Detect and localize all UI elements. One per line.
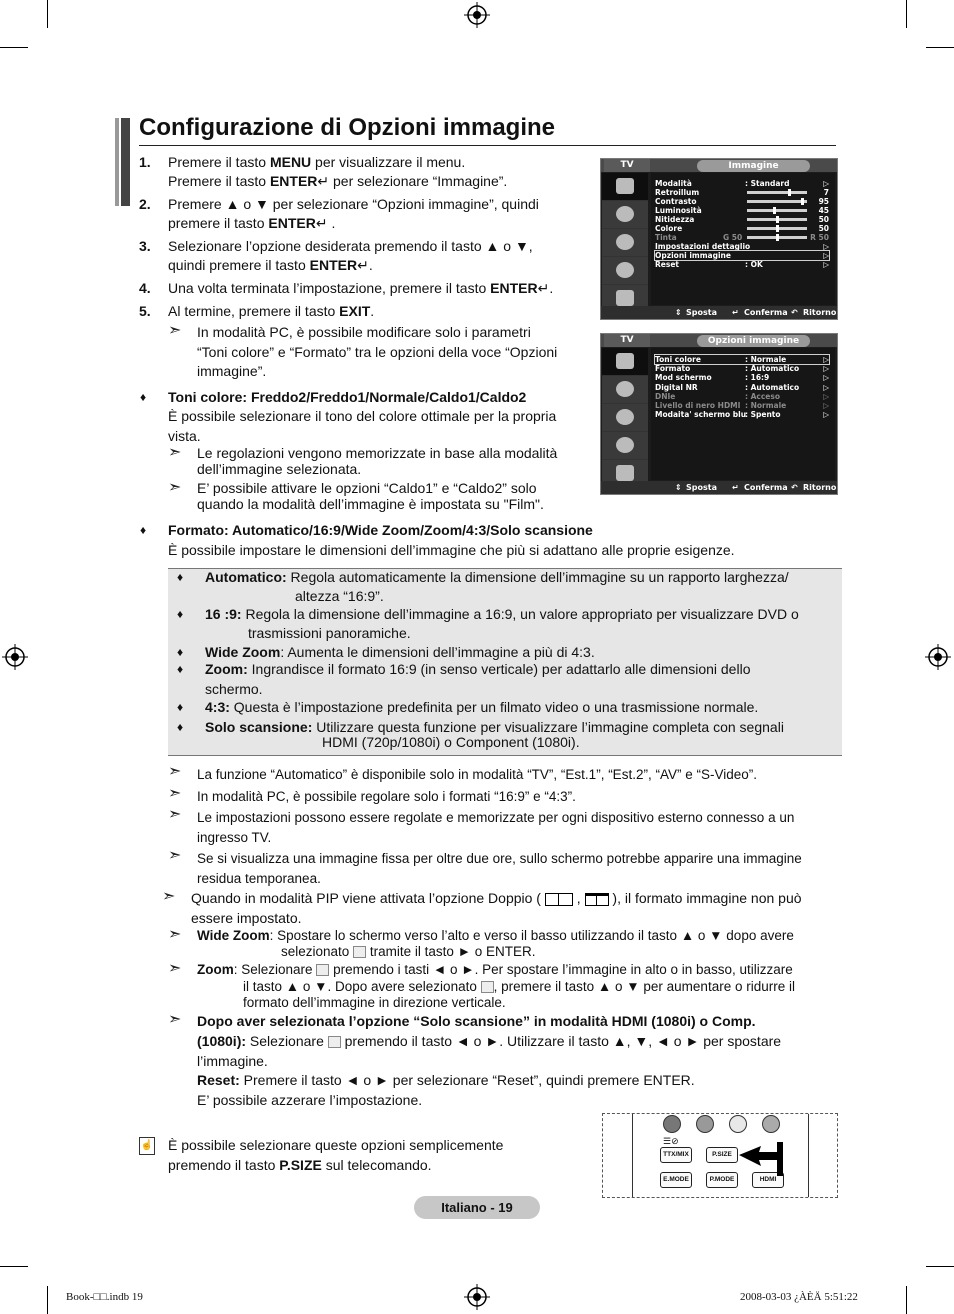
note-arrow-icon: ➣ [168,926,182,943]
section-heading: Formato: Automatico/16:9/Wide Zoom/Zoom/4:3/Solo scansione [168,522,593,538]
osd-row-label: Nitidezza [655,215,695,224]
osd-row-value: : Normale [745,401,787,410]
picture-icon [602,173,648,201]
note-line: In modalità PC, è possibile modificare solo i parametri [197,324,531,340]
step-number: 3. [139,238,151,254]
osd-menu-row [655,401,829,410]
step-line: Premere il tasto ENTER↵ per selezionare “Immagine”. [168,173,508,189]
foot-return: Ritorno [803,308,837,317]
osd-row-label: Digital NR [655,382,698,392]
osd-row-number: 7 [823,188,829,197]
bullet-icon: ♦ [177,662,184,676]
osd-sidebar [602,348,649,480]
osd-row-value: : Standard [745,179,790,188]
note-line: Le regolazioni vengono memorizzate in base alla modalità [197,445,558,461]
tip-line: premendo il tasto P.SIZE sul telecomando. [168,1157,432,1173]
chevron-right-icon: ▷ [823,373,829,383]
wide-zoom-note-cont: selezionato tramite il tasto ► o ENTER. [281,944,536,959]
box-item-cont: schermo. [205,681,263,697]
foot-return: Ritorno [803,483,837,492]
chevron-right-icon: ▷ [823,355,829,364]
note-arrow-icon: ➣ [168,1011,182,1028]
registration-mark-icon [925,644,951,670]
remote-blue-button [762,1115,780,1133]
note-line: E’ possibile attivare le opzioni “Caldo1” e “Caldo2” solo [197,480,537,496]
tv-osd-immagine [600,158,838,320]
note-arrow-icon: ➣ [168,847,182,864]
box-item: Wide Zoom: Aumenta le dimensioni dell’immagine a più di 4:3. [205,644,595,660]
chevron-right-icon: ▷ [823,410,829,420]
step-line: Premere il tasto MENU per visualizzare il menu. [168,154,466,170]
foot-enter: Conferma [744,483,788,492]
solo-note: (1080i): Selezionare premendo il tasto ◄ o ►. Utilizzare il tasto ▲, ▼, ◄ o ► per spostare [197,1033,782,1049]
osd-row-label: Formato [655,364,691,374]
chevron-right-icon: ▷ [823,401,829,410]
osd-row-label: Colore [655,224,683,233]
osd-menu-row [655,215,829,224]
crop-mark [906,1286,907,1314]
position-icon [316,964,329,976]
note-arrow-icon: ➣ [168,785,182,802]
osd-menu-row [655,179,829,188]
crop-mark [47,1286,48,1314]
size-icon [481,981,494,993]
osd-row-value: : Automatico [745,364,800,374]
osd-menu-row [655,233,829,242]
solo-note-heading: Dopo aver selezionata l’opzione “Solo scansione” in modalità HDMI (1080i) o Comp. [197,1013,756,1029]
chevron-right-icon: ▷ [823,391,829,401]
position-icon [353,946,366,958]
footer-file-info: Book-□□.indb 19 [66,1291,143,1303]
chevron-right-icon: ▷ [823,251,829,260]
note-arrow-icon: ➣ [168,444,182,461]
note-arrow-icon: ➣ [168,763,182,780]
zoom-note: Zoom: Selezionare premendo i tasti ◄ o ►. Per spostare l’immagine in alto o in basso, utilizzare [197,962,793,977]
osd-tv-label: TV [604,334,650,347]
osd-row-label: Opzioni immagine [655,251,731,260]
zoom-note-cont: il tasto ▲ o ▼. Dopo avere selezionato , premere il tasto ▲ o ▼ per aumentare o ridurre il [243,979,795,994]
osd-menu-row [655,355,829,364]
ttx-mix-key: TTX/MIX [660,1147,692,1163]
return-icon: ↶ [791,308,798,317]
osd-menu-row [655,392,829,401]
crop-mark [926,1266,954,1267]
osd-menu-row [655,197,829,206]
chevron-right-icon: ▷ [823,242,829,251]
osd-row-label: Modaita' schermo blu [655,410,747,420]
osd-row-value: : 16:9 [745,373,770,383]
tip-line: È possibile selezionare queste opzioni semplicemente [168,1137,504,1153]
step-line: quindi premere il tasto ENTER↵. [168,257,373,273]
registration-mark-icon [464,1284,490,1310]
box-item: Solo scansione: Utilizzare questa funzione per visualizzare l’immagine completa con segnali [205,719,784,735]
note-line: dell’immagine selezionata. [197,461,362,477]
chevron-right-icon: ▷ [823,179,829,188]
step-line: Premere ▲ o ▼ per selezionare “Opzioni immagine”, quindi [168,196,539,212]
bullet-icon: ♦ [140,390,147,404]
osd-slider-knob [776,225,779,232]
section-desc: vista. [168,428,201,444]
remote-outline [808,1114,809,1197]
osd-row-label: Livello di nero HDMI [655,401,741,410]
osd-row-value: : Spento [745,410,781,420]
osd-slider-knob [776,234,779,241]
crop-mark [0,1266,28,1267]
tv-osd-opzioni [600,333,838,495]
move-icon: ⇕ [675,483,682,492]
osd-row-number: R 50 [810,233,829,242]
osd-row-label: Retroillum [655,188,700,197]
step-line: Al termine, premere il tasto EXIT. [168,303,375,319]
note-arrow-icon: ➣ [168,806,182,823]
step-number: 2. [139,196,151,212]
osd-menu-row [655,224,829,233]
osd-menu-row [655,188,829,197]
osd-row-label: Toni colore [655,355,701,364]
enter-icon: ↵ [317,173,330,189]
enter-icon: ↵ [315,215,328,231]
note-arrow-icon: ➣ [168,960,182,977]
channel-icon [602,404,648,432]
osd-slider [747,227,807,230]
osd-menu-row [655,383,829,392]
osd-row-number: 95 [818,197,829,206]
remote-outline [632,1114,633,1197]
bullet-icon: ♦ [177,700,184,714]
pip-note: Quando in modalità PIP viene attivata l’opzione Doppio ( , ), il formato immagine non può [191,890,802,906]
note-line: ingresso TV. [197,830,272,845]
crop-mark [906,0,907,28]
move-icon: ⇕ [675,308,682,317]
step-line: Una volta terminata l’impostazione, premere il tasto ENTER↵. [168,280,554,296]
osd-menu-row [655,410,829,419]
osd-slider-knob [776,216,779,223]
crop-mark [926,47,954,48]
note-arrow-icon: ➣ [168,322,182,339]
box-item-cont: HDMI (720p/1080i) o Component (1080i). [322,734,580,750]
note-line: In modalità PC, è possibile regolare solo i formati “16:9” e “4:3”. [197,789,576,804]
osd-panel [651,348,835,480]
chevron-right-icon: ▷ [823,364,829,374]
osd-tab: Opzioni immagine [697,335,810,347]
box-item: Zoom: Ingrandisce il formato 16:9 (in senso verticale) per adattarlo alle dimensioni dello [205,661,751,677]
osd-tv-label: TV [604,159,650,172]
enter-icon: ↵ [537,280,550,296]
note-line: residua temporanea. [197,871,321,886]
step-line: Selezionare l’opzione desiderata premendo il tasto ▲ o ▼, [168,238,533,254]
osd-panel [651,173,835,305]
return-icon: ↶ [791,483,798,492]
remote-control-illustration [602,1113,838,1198]
bullet-icon: ♦ [140,523,147,537]
chevron-right-icon: ▷ [823,260,829,269]
pointer-arrow-icon [737,1138,787,1178]
osd-row-value: : Automatico [745,382,800,392]
foot-move: Sposta [686,483,717,492]
osd-row-label: Impostazioni dettaglio [655,242,751,251]
foot-enter: Conferma [744,308,788,317]
foot-move: Sposta [686,308,717,317]
registration-mark-icon [2,644,28,670]
note-line: “Toni colore” e “Formato” tra le opzioni della voce “Opzioni [197,344,558,360]
box-item-cont: trasmissioni panoramiche. [248,625,411,641]
channel-icon [602,229,648,257]
hdmi-key: HDMI [752,1172,784,1188]
pip-double-icon [585,893,609,906]
crop-mark [47,0,48,28]
p-mode-key: P.MODE [706,1172,738,1188]
reset-note-cont: E’ possibile azzerare l’impostazione. [197,1092,423,1108]
sound-icon [602,201,648,229]
wide-zoom-note: Wide Zoom: Spostare lo schermo verso l’alto e verso il basso utilizzando il tasto ▲ o ▼ dopo avere [197,928,794,943]
osd-menu-row [655,260,829,269]
osd-row-value: G 50 [723,233,743,242]
osd-slider [747,191,807,194]
setup-icon [602,432,648,460]
osd-slider-knob [788,189,791,196]
box-item: 16 :9: Regola la dimensione dell’immagine a 16:9, un valore appropriato per visualizzare DVD o [205,606,799,622]
osd-row-label: Contrasto [655,197,697,206]
step-number: 1. [139,154,151,170]
osd-row-value: : OK [745,260,763,269]
bullet-icon: ♦ [177,607,184,621]
osd-tab: Immagine [697,160,810,172]
osd-row-label: Mod schermo [655,373,712,383]
bullet-icon: ♦ [177,570,184,584]
remote-hand-icon: ☝ [139,1137,155,1155]
osd-footer [601,481,837,494]
osd-menu-row [655,251,829,260]
section-desc: È possibile impostare le dimensioni dell’immagine che più si adattano alle proprie esigenze. [168,542,735,558]
footer-timestamp: 2008-03-03 ¿ÀÈÄ 5:51:22 [740,1291,858,1303]
note-line: immagine”. [197,363,267,379]
p-size-key: P.SIZE [706,1147,738,1163]
osd-slider [747,209,807,212]
tv-radio-icon: ☰⊘ [663,1136,679,1146]
e-mode-key: E.MODE [660,1172,692,1188]
section-desc: È possibile selezionare il tono del colore ottimale per la propria [168,408,557,424]
osd-slider [747,218,807,221]
step-line: premere il tasto ENTER↵ . [168,215,336,231]
registration-mark-icon [464,2,490,28]
crop-mark [0,47,28,48]
osd-sidebar [602,173,649,305]
box-item: Automatico: Regola automaticamente la dimensione dell’immagine su un rapporto larghezza/ [205,569,789,585]
osd-menu-row [655,373,829,382]
note-line: Se si visualizza una immagine fissa per oltre due ore, sullo schermo potrebbe apparire una immagine [197,851,802,866]
note-arrow-icon: ➣ [162,888,176,905]
title-bar-accent [115,118,130,206]
sound-icon [602,376,648,404]
osd-row-value: : Acceso [745,391,781,401]
enter-icon: ↵ [357,257,369,273]
note-line: Le impostazioni possono essere regolate e memorizzate per ogni dispositivo esterno connesso a un [197,810,795,825]
osd-menu-row [655,242,829,251]
title-rule [139,145,836,146]
osd-row-label: Tinta [655,233,677,242]
box-item-cont: altezza “16:9”. [295,588,384,604]
note-arrow-icon: ➣ [168,479,182,496]
setup-icon [602,257,648,285]
osd-menu-row [655,364,829,373]
page-number-badge: Italiano - 19 [414,1196,540,1219]
osd-row-label: Modalità [655,179,692,188]
remote-green-button [696,1115,714,1133]
osd-row-number: 50 [818,224,829,233]
osd-row-label: DNIe [655,391,676,401]
step-number: 5. [139,303,151,319]
box-item: 4:3: Questa è l’impostazione predefinita per un filmato video o una trasmissione normale. [205,699,759,715]
osd-slider [747,200,807,203]
osd-row-number: 50 [818,215,829,224]
picture-icon [602,348,648,376]
osd-slider-knob [773,207,776,214]
position-icon [328,1036,341,1048]
osd-slider-knob [801,198,804,205]
osd-menu-row [655,206,829,215]
solo-note-cont: l’immagine. [197,1053,268,1069]
section-heading: Toni colore: Freddo2/Freddo1/Normale/Caldo1/Caldo2 [168,389,527,405]
enter-icon: ↵ [732,483,739,492]
remote-yellow-button [729,1115,747,1133]
page-title: Configurazione di Opzioni immagine [139,114,556,141]
osd-row-number: 45 [818,206,829,215]
enter-icon: ↵ [732,308,739,317]
osd-footer [601,306,837,319]
note-line: La funzione “Automatico” è disponibile solo in modalità “TV”, “Est.1”, “Est.2”, “AV” e “S-Video”. [197,767,757,782]
pip-note-cont: essere impostato. [191,910,302,926]
pip-double-icon [545,893,573,906]
remote-red-button [663,1115,681,1133]
bullet-icon: ♦ [177,720,184,734]
osd-row-label: Reset [655,260,679,269]
bullet-icon: ♦ [177,645,184,659]
osd-row-value: : Normale [745,355,787,364]
reset-note: Reset: Premere il tasto ◄ o ► per selezionare “Reset”, quindi premere ENTER. [197,1072,695,1088]
step-number: 4. [139,280,151,296]
osd-slider [747,236,807,239]
chevron-right-icon: ▷ [823,382,829,392]
osd-row-label: Luminosità [655,206,702,215]
zoom-note-cont: formato dell’immagine in direzione verticale. [243,995,506,1010]
note-line: quando la modalità dell’immagine è impostata su "Film". [197,496,544,512]
